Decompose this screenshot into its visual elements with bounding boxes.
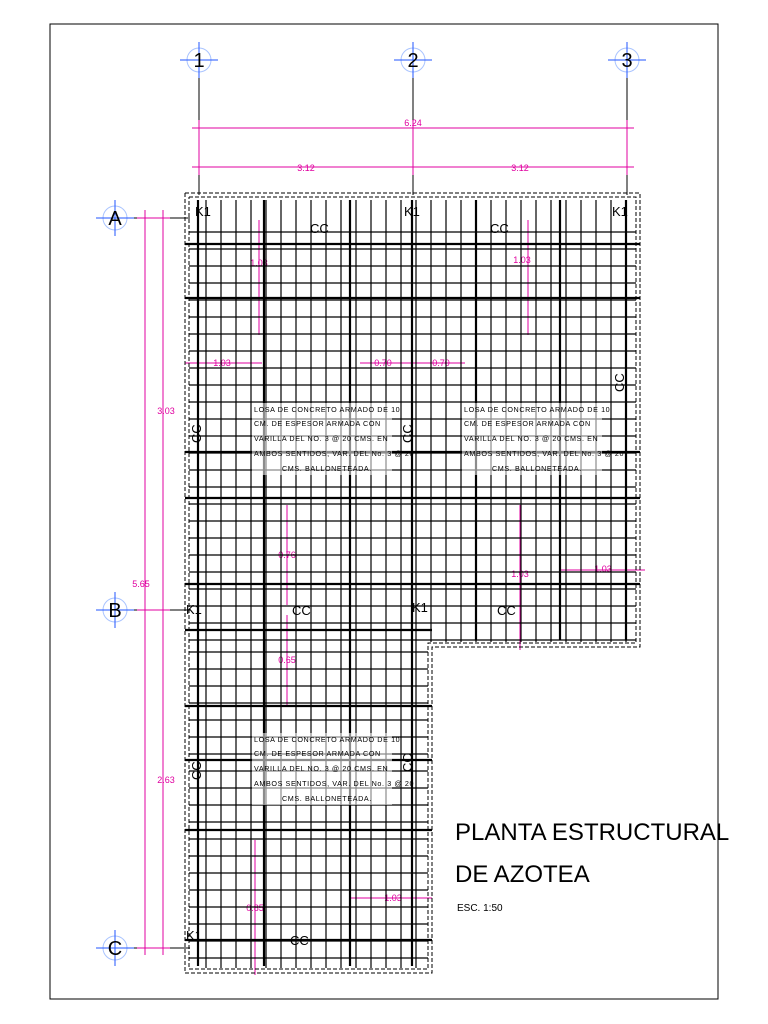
dim-inner-9: 1.03	[594, 564, 612, 574]
axis-bubble-2	[394, 42, 432, 78]
axis-bubble-C	[96, 930, 134, 966]
column-tag: K1	[412, 600, 428, 615]
beam-tag: CC	[290, 933, 309, 948]
slab-note-line: CM. DE ESPESOR ARMADA CON	[464, 419, 591, 428]
slab-note-line: LOSA DE CONCRETO ARMADO DE 10	[464, 405, 611, 414]
slab-note-line: LOSA DE CONCRETO ARMADO DE 10	[254, 735, 401, 744]
column-tag: K1	[186, 602, 202, 617]
dim-inner-11: 1.03	[384, 893, 402, 903]
dim-inner-3: 1.03	[213, 358, 231, 368]
slab-note-line: AMBOS SENTIDOS, VAR. DEL No. 3 @ 20	[464, 449, 625, 458]
column-tag: K1	[195, 204, 211, 219]
slab-note-line: LOSA DE CONCRETO ARMADO DE 10	[254, 405, 401, 414]
axis-bubble-B	[96, 592, 134, 628]
axis-bubble-A	[96, 200, 134, 236]
dim-inner-6: 0.76	[278, 550, 296, 560]
beam-tag: CC	[292, 603, 311, 618]
plan-title-line1: PLANTA ESTRUCTURAL	[455, 819, 730, 846]
dim-total-width: 6.24	[404, 118, 422, 128]
dim-inner-4: 0.70	[374, 358, 392, 368]
beam-tag: CC	[189, 761, 204, 780]
beam-tag: CC	[189, 424, 204, 443]
axis-bubble-3	[608, 42, 646, 78]
slab-note-line: AMBOS SENTIDOS, VAR. DEL No. 3 @ 20	[254, 779, 415, 788]
dim-inner-1: 1.03	[250, 258, 268, 268]
slab-note-line: CMS. BALLONETEADA.	[282, 464, 372, 473]
slab-note-line: VARILLA DEL NO. 3 @ 20 CMS. EN	[254, 764, 389, 773]
beams	[185, 200, 640, 966]
dim-span-2-3: 3.12	[511, 163, 529, 173]
axis-label-1: 1	[193, 50, 205, 72]
beam-tag: CC	[612, 373, 627, 392]
slab-note-1	[252, 403, 414, 475]
slab-note-line: CMS. BALLONETEADA.	[492, 464, 582, 473]
dim-inner-10: 0.85	[246, 903, 264, 913]
axis-label-B: B	[108, 600, 122, 622]
axis-label-C: C	[107, 938, 123, 960]
axis-bubble-1	[180, 42, 218, 78]
slab-note-line: AMBOS SENTIDOS, VAR. DEL No. 3 @ 20	[254, 449, 415, 458]
dim-span-A-B: 3.03	[157, 406, 175, 416]
slab-note-line: CM. DE ESPESOR ARMADA CON	[254, 749, 381, 758]
dim-total-height: 5.65	[132, 579, 150, 589]
slab-note-2	[462, 403, 624, 475]
axis-label-3: 3	[621, 50, 633, 72]
beam-tag: CC	[400, 424, 415, 443]
dim-inner-2: 1.03	[513, 255, 531, 265]
beam-tag: CC	[497, 603, 516, 618]
axis-label-2: 2	[407, 50, 419, 72]
slab-note-line: CM. DE ESPESOR ARMADA CON	[254, 419, 381, 428]
dimension-lines	[137, 120, 645, 975]
column-tag: K1	[186, 928, 202, 943]
plan-title-line2: DE AZOTEA	[455, 861, 590, 888]
slab-note-line: CMS. BALLONETEADA.	[282, 794, 372, 803]
dim-span-B-C: 2.63	[157, 775, 175, 785]
column-tag: K1	[612, 204, 628, 219]
slab-note-line: VARILLA DEL NO. 3 @ 20 CMS. EN	[254, 434, 389, 443]
dim-span-1-2: 3.12	[297, 163, 315, 173]
column-tag: K1	[404, 204, 420, 219]
slab-note-line: VARILLA DEL NO. 3 @ 20 CMS. EN	[464, 434, 599, 443]
dim-inner-7: 0.65	[278, 655, 296, 665]
slab-note-3	[252, 733, 414, 805]
plan-scale: ESC. 1:50	[457, 903, 503, 914]
beam-tag: CC	[310, 221, 329, 236]
dim-inner-5: 0.70	[432, 358, 450, 368]
beam-tag: CC	[400, 753, 415, 772]
dim-inner-8: 1.03	[511, 569, 529, 579]
sheet-border	[50, 24, 718, 999]
beam-tag: CC	[490, 221, 509, 236]
axis-label-A: A	[108, 208, 122, 230]
